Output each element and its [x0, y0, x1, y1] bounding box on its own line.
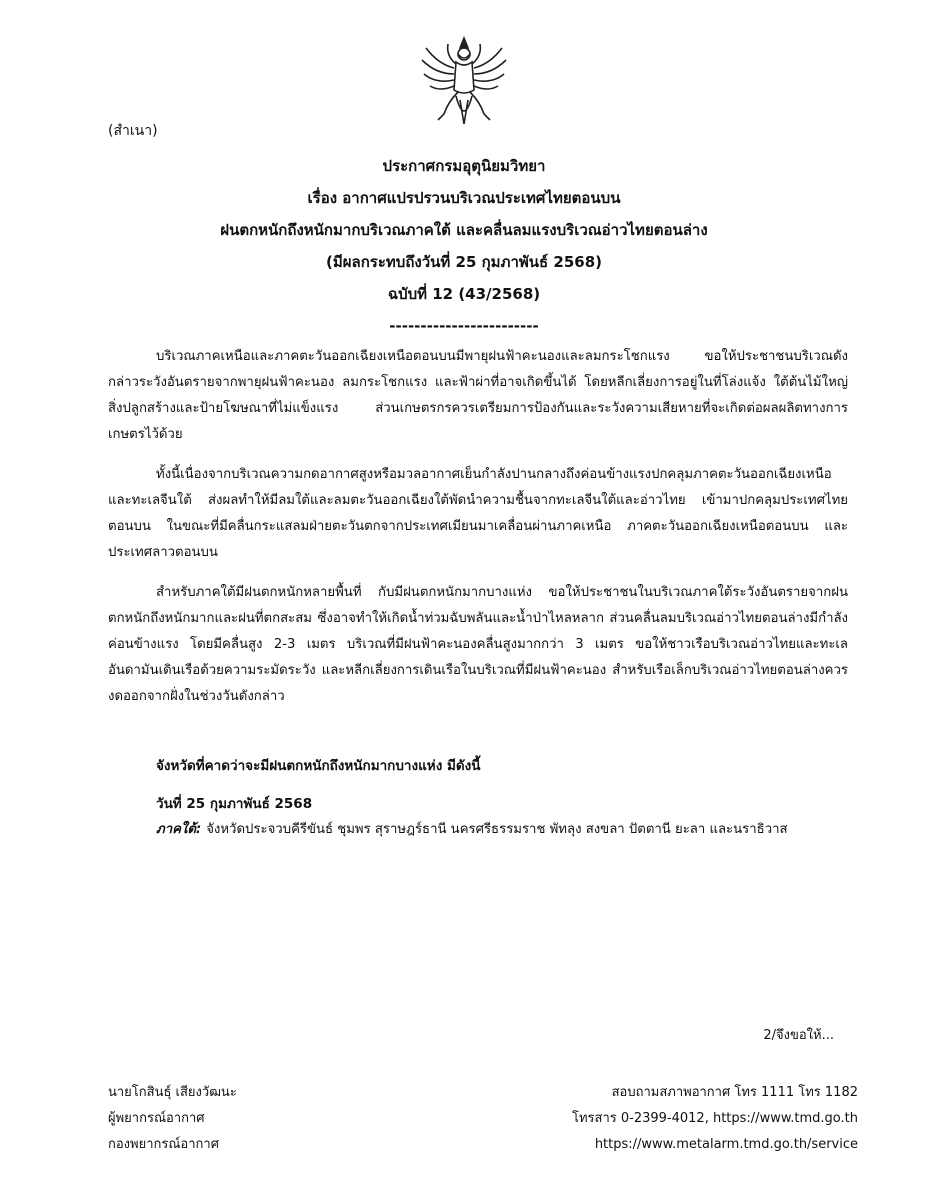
provinces-title: จังหวัดที่คาดว่าจะมีฝนตกหนักถึงหนักมากบางแห่ง มีดังนี้ [156, 758, 481, 774]
provinces-date: วันที่ 25 กุมภาพันธ์ 2568 [156, 796, 313, 812]
header-separator: ------------------------ [389, 317, 539, 335]
signatory-position: ผู้พยากรณ์อากาศ [108, 1111, 205, 1126]
issue-number: ฉบับที่ 12 (43/2568) [387, 285, 541, 303]
signatory-division: กองพยากรณ์อากาศ [108, 1137, 219, 1152]
region-provinces: จังหวัดประจวบคีรีขันธ์ ชุมพร สุราษฎร์ธานี นครศรีธรรมราช พัทลุง สงขลา ปัตตานี ยะลา และนราธิวาส [206, 822, 788, 837]
copy-mark: (สำเนา) [108, 123, 158, 139]
continue-note: 2/จึงขอให้... [763, 1028, 834, 1043]
paragraph-2-text: ทั้งนี้เนื่องจากบริเวณความกดอากาศสูงหรือมวลอากาศเย็นกำลังปานกลางถึงค่อนข้างแรงปกคลุมภาคตะวันออกเฉียงเหนือและทะเลจีนใต้ ส่งผลทำให้มีลมใต้และลมตะวันออกเฉียงใต้พัดนำความชื้นจากทะเลจีนใต้และอ่าวไทย เข้ามาปกคลุมประเทศไทยตอนบน ในขณะที่มีคลื่นกระแสลมฝ่ายตะวันตกจากประเทศเมียนมาเคลื่อนผ่านภาคเหนือ ภาคตะวันออกเฉียงเหนือตอนบน และประเทศลาวตอนบน [108, 467, 848, 560]
paragraph-3 [108, 580, 848, 710]
region-label: ภาคใต้: [156, 822, 202, 837]
paragraph-2 [108, 462, 848, 566]
paragraph-1-text: บริเวณภาคเหนือและภาคตะวันออกเฉียงเหนือตอนบนมีพายุฝนฟ้าคะนองและลมกระโชกแรง ขอให้ประชาชนบริเวณดังกล่าวระวังอันตรายจากพายุฝนฟ้าคะนอง ลมกระโชกแรง และฟ้าผ่าที่อาจเกิดขึ้นได้ โดยหลีกเลี่ยงการอยู่ในที่โล่งแจ้ง ใต้ต้นไม้ใหญ่ สิ่งปลูกสร้างและป้ายโฆษณาที่ไม่แข็งแรง ส่วนเกษตรกรควรเตรียมการป้องกันและระวังความเสียหายที่จะเกิดต่อผลผลิตทางการเกษตรไว้ด้วย [108, 349, 848, 442]
provinces-south [156, 818, 788, 839]
contact-phone: สอบถามสภาพอากาศ โทร 1111 โทร 1182 [611, 1085, 858, 1100]
signatory-block [108, 1080, 237, 1158]
announcement-header [0, 150, 928, 342]
signatory-name: นายโกสินธุ์ เสียงวัฒนะ [108, 1085, 237, 1100]
announcement-subject: เรื่อง อากาศแปรปรวนบริเวณประเทศไทยตอนบน [307, 189, 621, 207]
contact-site: https://www.metalarm.tmd.go.th/service [594, 1137, 858, 1152]
announcement-title: ประกาศกรมอุตุนิยมวิทยา [382, 157, 546, 175]
paragraph-3-text: สำหรับภาคใต้มีฝนตกหนักหลายพื้นที่ กับมีฝนตกหนักมากบางแห่ง ขอให้ประชาชนในบริเวณภาคใต้ระวังอันตรายจากฝนตกหนักถึงหนักมากและฝนที่ตกสะสม ซึ่งอาจทำให้เกิดน้ำท่วมฉับพลันและน้ำป่าไหลหลาก ส่วนคลื่นลมบริเวณอ่าวไทยตอนล่างมีกำลังค่อนข้างแรง โดยมีคลื่นสูง 2-3 เมตร บริเวณที่มีฝนฟ้าคะนองคลื่นสูงมากกว่า 3 เมตร ขอให้ชาวเรือบริเวณอ่าวไทยและทะเลอันดามันเดินเรือด้วยความระมัดระวัง และหลีกเลี่ยงการเดินเรือในบริเวณที่มีฝนฟ้าคะนอง สำหรับเรือเล็กบริเวณอ่าวไทยตอนล่างควรงดออกจากฝั่งในช่วงวันดังกล่าว [108, 585, 848, 704]
announcement-subtitle: ฝนตกหนักถึงหนักมากบริเวณภาคใต้ และคลื่นลมแรงบริเวณอ่าวไทยตอนล่าง [220, 221, 708, 239]
effective-date: (มีผลกระทบถึงวันที่ 25 กุมภาพันธ์ 2568) [325, 253, 603, 271]
paragraph-1 [108, 344, 848, 448]
contact-block [572, 1080, 858, 1158]
garuda-emblem-icon [418, 34, 510, 130]
contact-fax: โทรสาร 0-2399-4012, https://www.tmd.go.th [572, 1111, 858, 1126]
